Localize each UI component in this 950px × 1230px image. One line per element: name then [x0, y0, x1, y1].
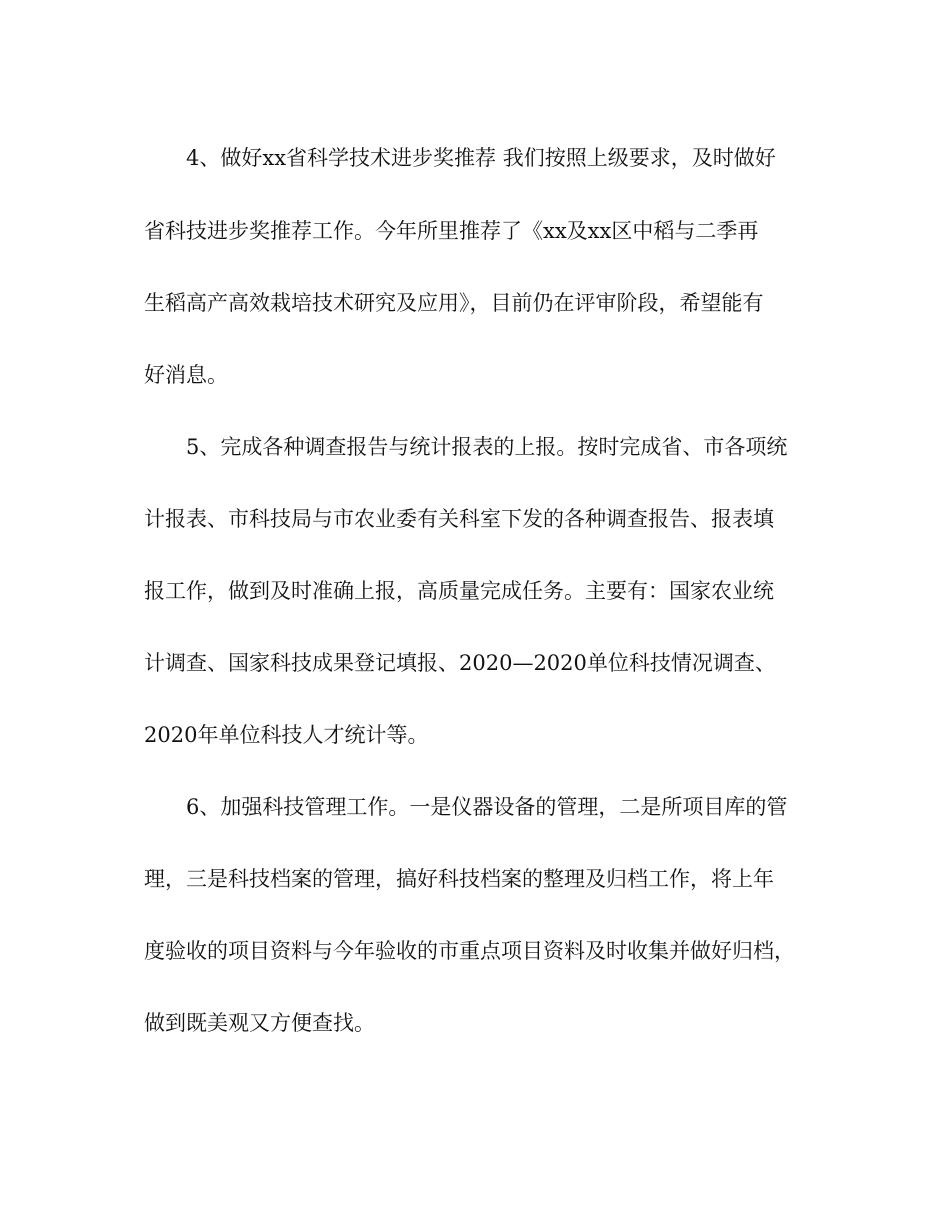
- paragraph-6-line-4: 做到既美观又方便查找。: [144, 1011, 375, 1035]
- paragraph-5-line-1: 5、完成各种调查报告与统计报表的上报。按时完成省、市各项统: [186, 435, 788, 459]
- paragraph-5-line-2: 计报表、市科技局与市农业委有关科室下发的各种调查报告、报表填: [144, 507, 774, 531]
- paragraph-4-line-4: 好消息。: [144, 363, 228, 387]
- paragraph-5-line-4: 计调查、国家科技成果登记填报、2020—2020单位科技情况调查、: [144, 651, 776, 675]
- paragraph-6-line-2: 理，三是科技档案的管理，搞好科技档案的整理及归档工作，将上年: [144, 867, 774, 891]
- paragraph-4-line-2: 省科技进步奖推荐工作。今年所里推荐了《xx及xx区中稻与二季再: [144, 219, 759, 243]
- paragraph-4-line-1: 4、做好xx省科学技术进步奖推荐 我们按照上级要求，及时做好: [186, 146, 776, 170]
- paragraph-6-line-1: 6、加强科技管理工作。一是仪器设备的管理，二是所项目库的管: [186, 795, 788, 819]
- paragraph-6-line-3: 度验收的项目资料与今年验收的市重点项目资料及时收集并做好归档，: [144, 939, 795, 963]
- paragraph-5-line-5: 2020年单位科技人才统计等。: [144, 723, 429, 747]
- paragraph-4-line-3: 生稻高产高效栽培技术研究及应用》，目前仍在评审阶段，希望能有: [144, 291, 764, 315]
- paragraph-5-line-3: 报工作，做到及时准确上报，高质量完成任务。主要有：国家农业统: [144, 579, 774, 603]
